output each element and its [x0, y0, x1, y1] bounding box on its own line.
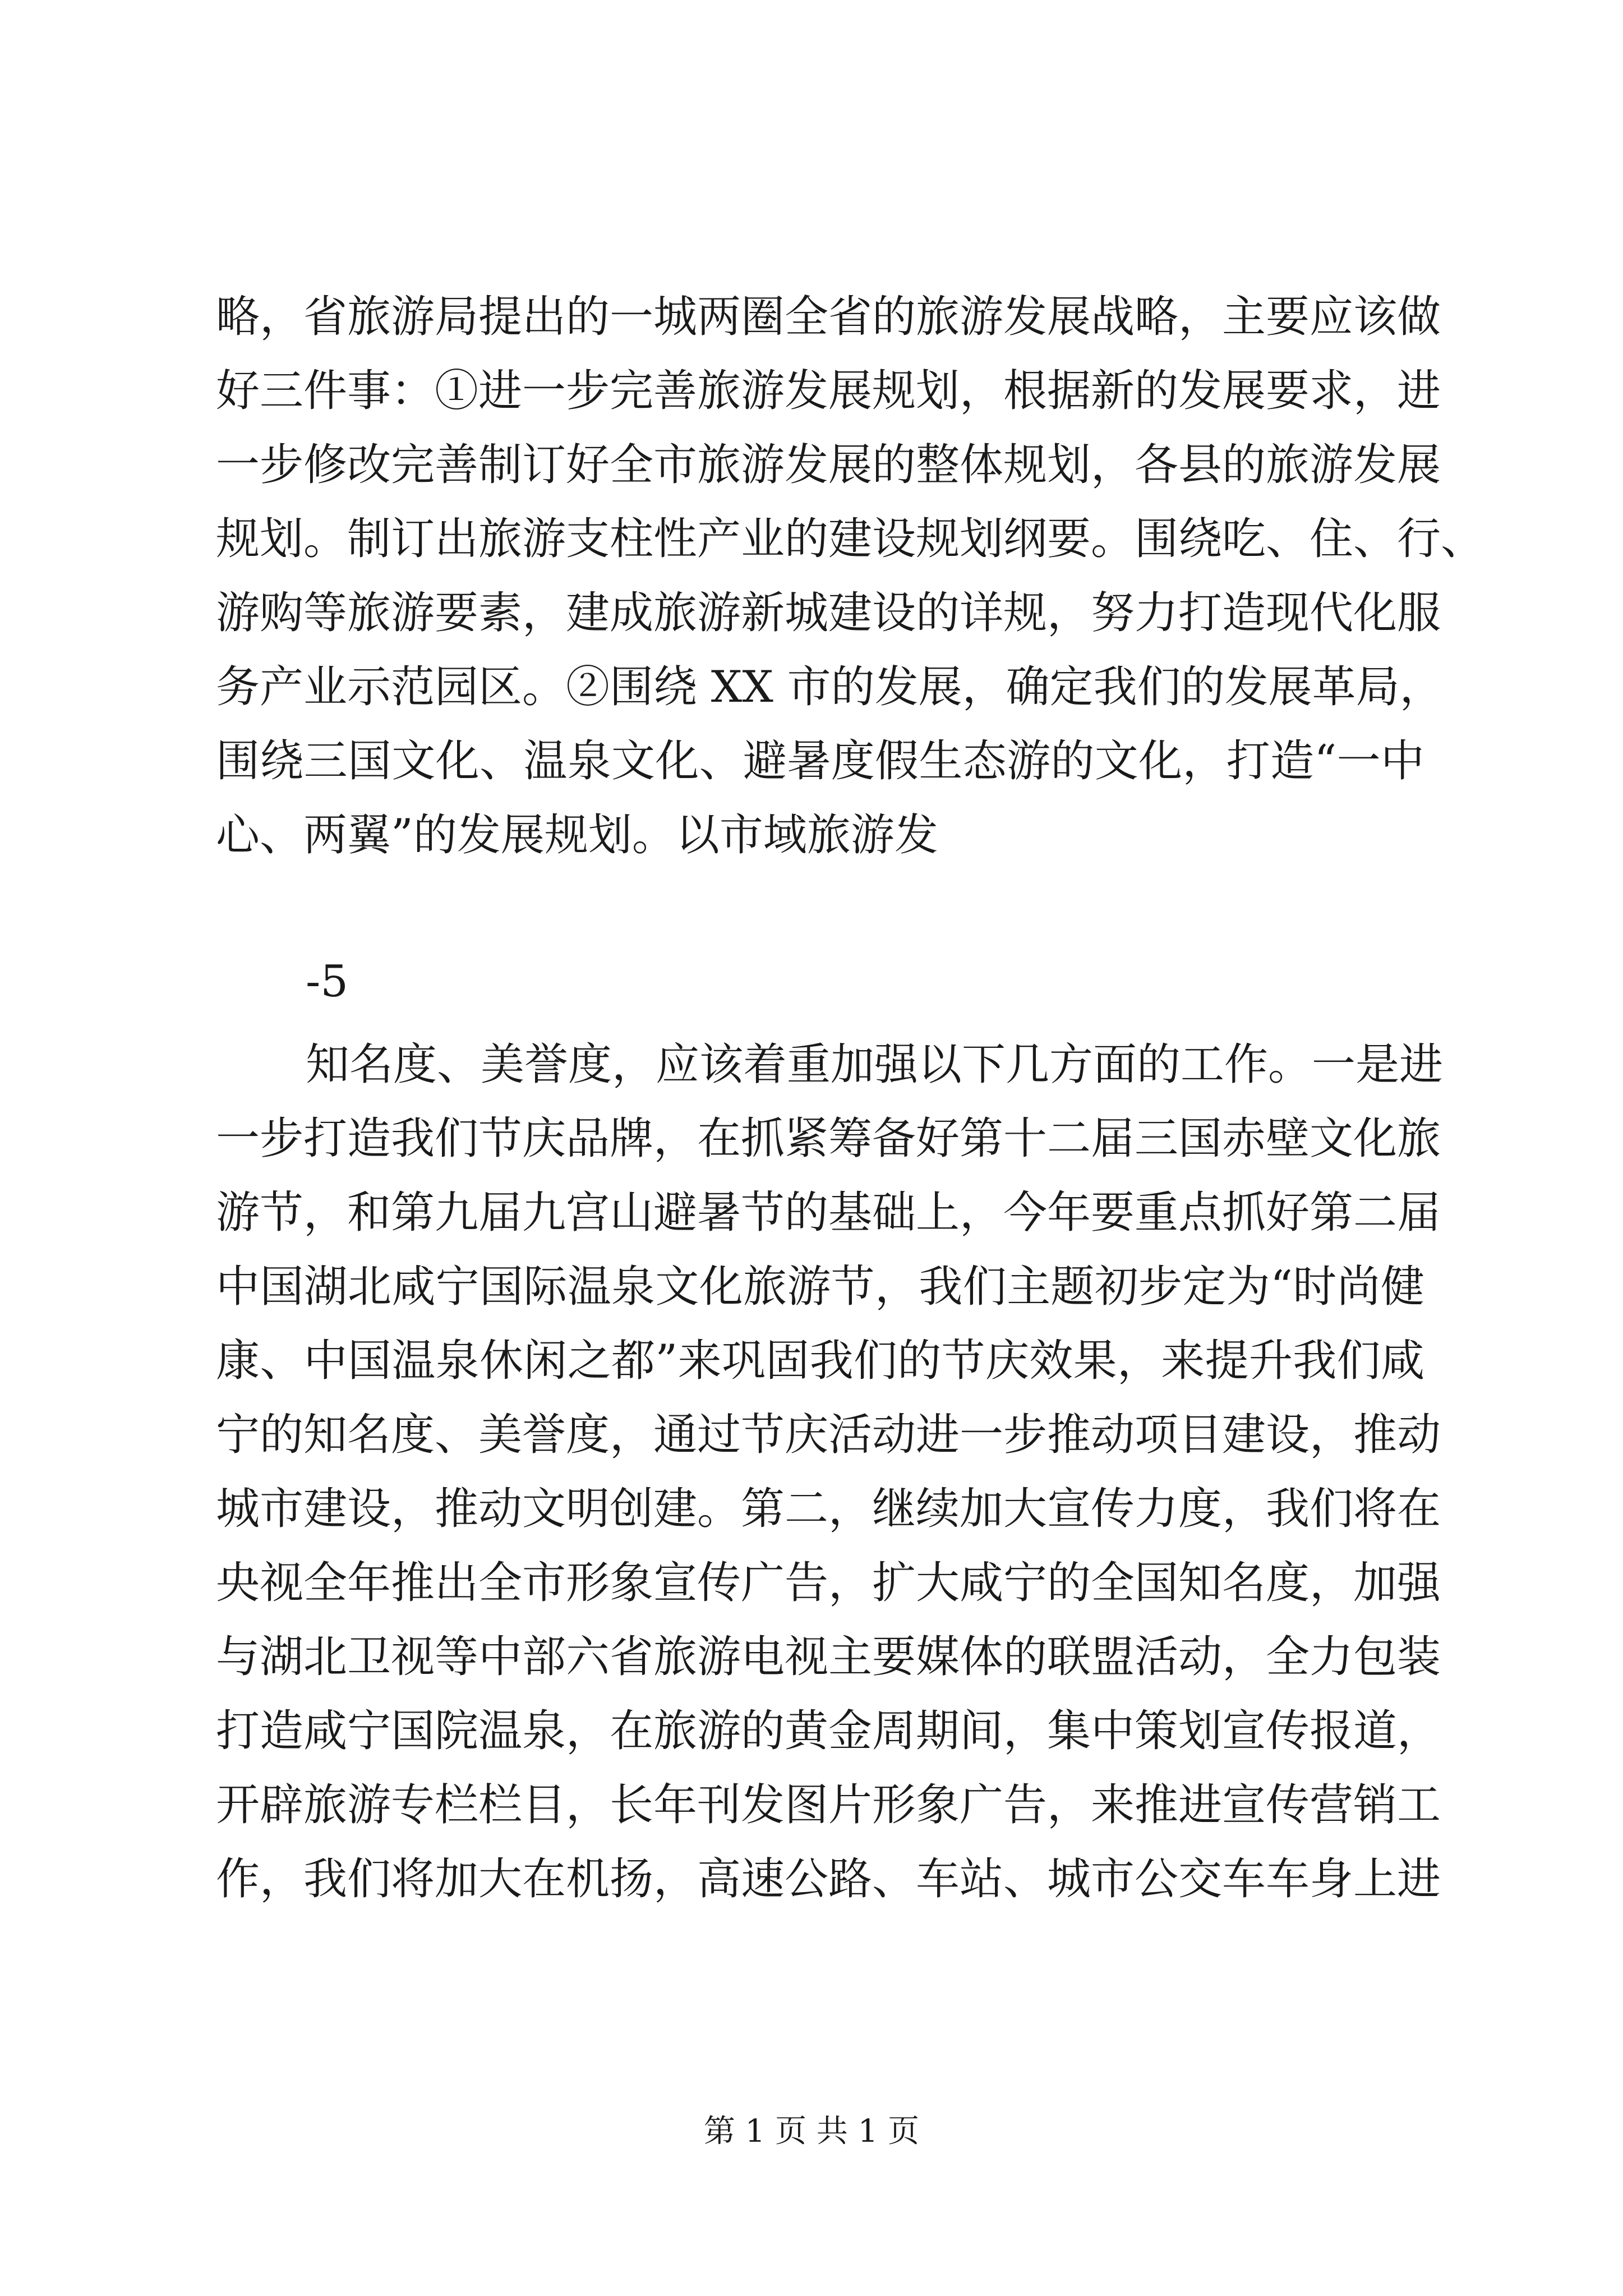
text-line: 游购等旅游要素，建成旅游新城建设的详规，努力打造现代化服: [216, 588, 1441, 638]
page-marker: -5: [306, 956, 348, 1007]
text-line: 规划。制订出旅游支柱性产业的建设规划纲要。围绕吃、住、行、: [216, 514, 1485, 564]
text-line: 务产业示范园区。②围绕 XX 市的发展，确定我们的发展革局，: [216, 662, 1444, 712]
text-line: 宁的知名度、美誉度，通过节庆活动进一步推动项目建设，推动: [216, 1410, 1441, 1460]
text-line: 略，省旅游局提出的一城两圈全省的旅游发展战略，主要应该做: [216, 292, 1441, 342]
text-line: 中国湖北咸宁国际温泉文化旅游节，我们主题初步定为“时尚健: [216, 1262, 1424, 1312]
text-line: 一步打造我们节庆品牌，在抓紧筹备好第十二届三国赤壁文化旅: [216, 1114, 1441, 1164]
text-line: 一步修改完善制订好全市旅游发展的整体规划，各县的旅游发展: [216, 440, 1441, 490]
text-line: 围绕三国文化、温泉文化、避暑度假生态游的文化，打造“一中: [216, 736, 1424, 786]
text-line: 好三件事：①进一步完善旅游发展规划，根据新的发展要求，进: [216, 366, 1441, 416]
page-footer: 第 1 页 共 1 页: [703, 2113, 920, 2150]
text-line: 作，我们将加大在机扬，高速公路、车站、城市公交车车身上进: [216, 1854, 1441, 1904]
text-line: 央视全年推出全市形象宣传广告，扩大咸宁的全国知名度，加强: [216, 1558, 1441, 1608]
text-line: 与湖北卫视等中部六省旅游电视主要媒体的联盟活动，全力包装: [216, 1632, 1441, 1682]
text-line: 开辟旅游专栏栏目，长年刊发图片形象广告，来推进宣传营销工: [216, 1780, 1441, 1830]
text-line: 知名度、美誉度，应该着重加强以下几方面的工作。一是进: [306, 1039, 1444, 1090]
text-line: 康、中国温泉休闲之都”来巩固我们的节庆效果，来提升我们咸: [216, 1336, 1424, 1386]
text-line: 游节，和第九届九宫山避暑节的基础上，今年要重点抓好第二届: [216, 1188, 1441, 1238]
text-line: 打造咸宁国院温泉，在旅游的黄金周期间，集中策划宣传报道，: [216, 1706, 1441, 1756]
text-line: 城市建设，推动文明创建。第二，继续加大宣传力度，我们将在: [216, 1484, 1441, 1534]
text-line: 心、两翼”的发展规划。以市域旅游发: [216, 810, 938, 861]
